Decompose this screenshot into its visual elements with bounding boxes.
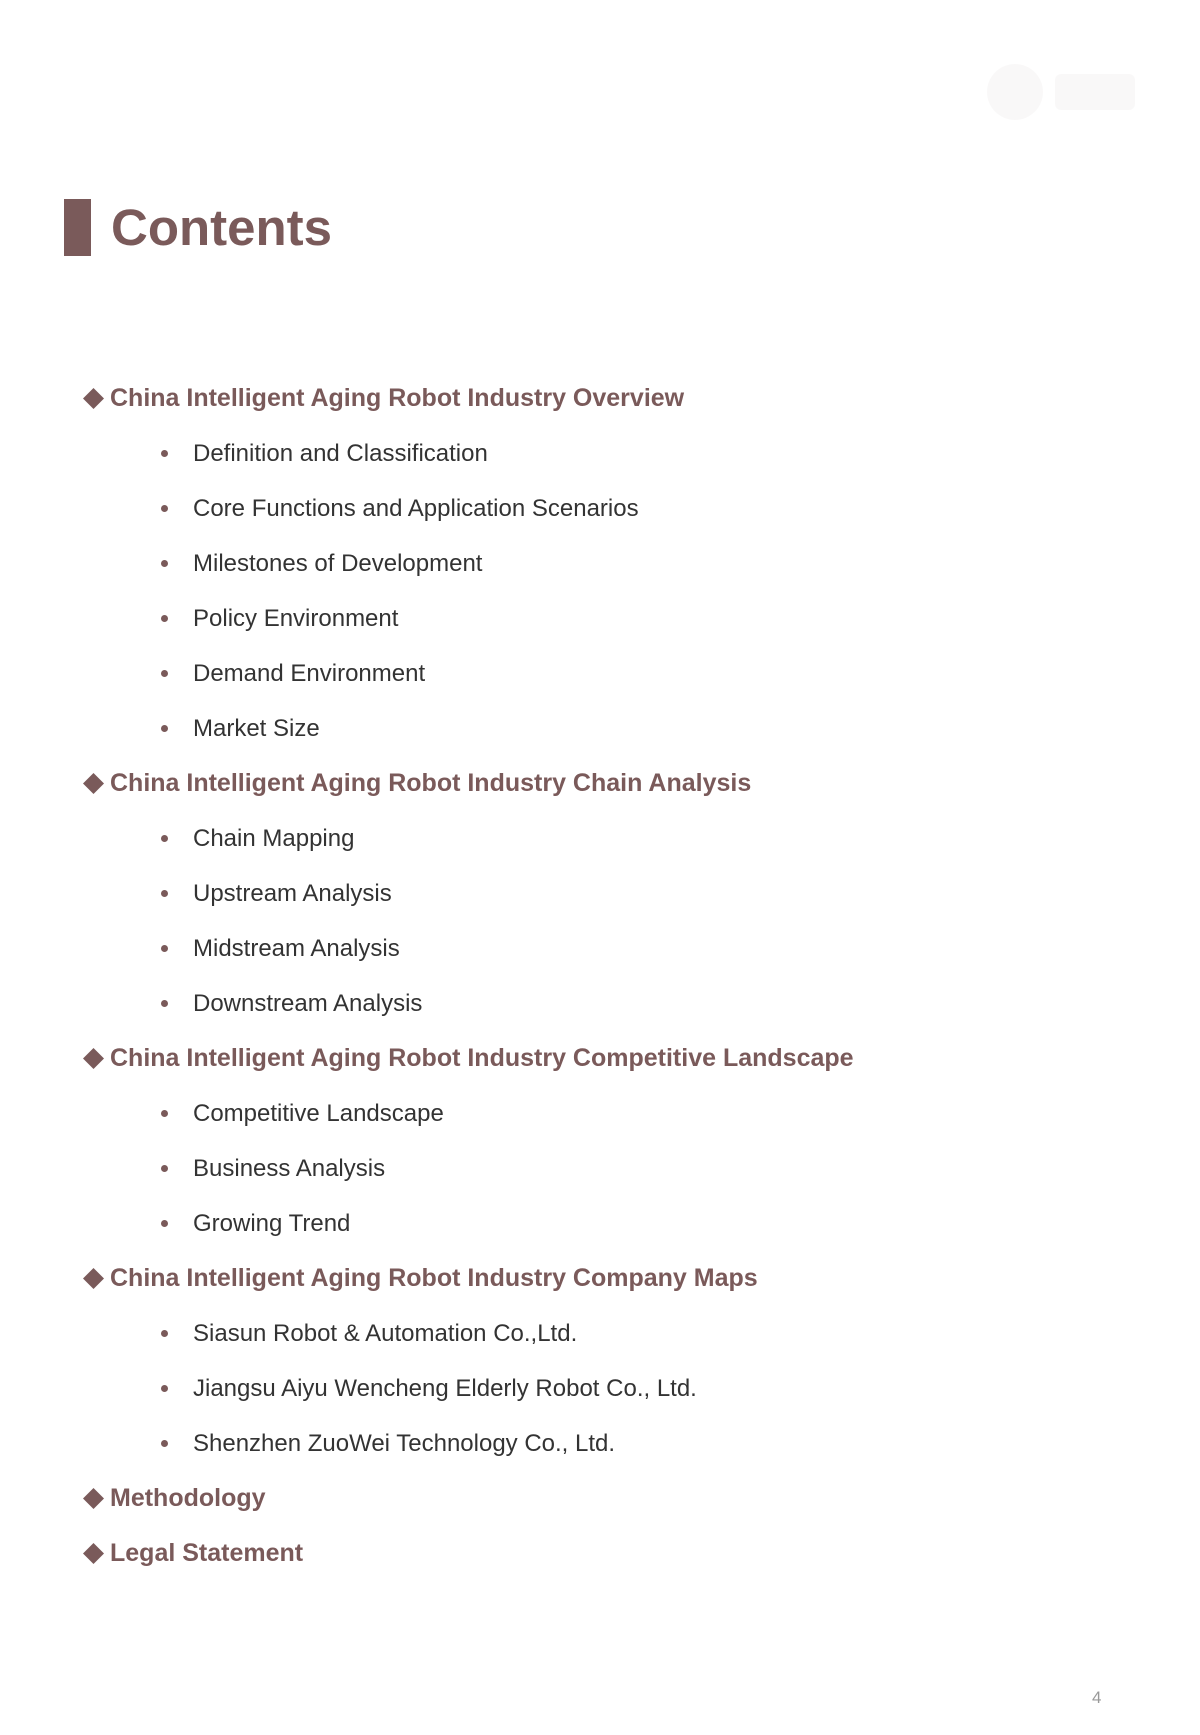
toc-item[interactable]	[83, 1306, 1123, 1361]
toc-item-label: Milestones of Development	[193, 549, 483, 577]
bullet-icon	[161, 560, 168, 567]
toc-item-list	[83, 1086, 1123, 1251]
title-accent-bar	[64, 199, 91, 256]
bullet-icon	[161, 1330, 168, 1337]
toc-section-title: Methodology	[110, 1484, 266, 1512]
toc-item-label: Definition and Classification	[193, 439, 488, 467]
toc-item[interactable]	[83, 426, 1123, 481]
toc-section-title: China Intelligent Aging Robot Industry Competitive Landscape	[110, 1044, 854, 1072]
diamond-icon	[83, 1543, 104, 1564]
toc-item[interactable]	[83, 921, 1123, 976]
bullet-icon	[161, 505, 168, 512]
toc-item[interactable]	[83, 591, 1123, 646]
toc-section	[83, 1251, 1123, 1471]
toc-item-label: Jiangsu Aiyu Wencheng Elderly Robot Co., Ltd.	[193, 1374, 697, 1402]
toc-item-label: Market Size	[193, 714, 320, 742]
diamond-icon	[83, 1048, 104, 1069]
toc-item-list	[83, 1306, 1123, 1471]
toc-item[interactable]	[83, 811, 1123, 866]
toc-section-heading[interactable]	[83, 371, 1123, 426]
toc-item-list	[83, 811, 1123, 1031]
bullet-icon	[161, 615, 168, 622]
bullet-icon	[161, 725, 168, 732]
toc-item-label: Shenzhen ZuoWei Technology Co., Ltd.	[193, 1429, 616, 1457]
toc-section-title: China Intelligent Aging Robot Industry Overview	[110, 384, 685, 412]
bullet-icon	[161, 835, 168, 842]
toc-section-heading[interactable]	[83, 1471, 1123, 1526]
toc-item[interactable]	[83, 1361, 1123, 1416]
toc-section	[83, 1526, 1123, 1581]
bullet-icon	[161, 1385, 168, 1392]
bullet-icon	[161, 670, 168, 677]
bullet-icon	[161, 945, 168, 952]
bullet-icon	[161, 1110, 168, 1117]
watermark-logo	[985, 62, 1145, 122]
bullet-icon	[161, 1165, 168, 1172]
diamond-icon	[83, 388, 104, 409]
toc-section-heading[interactable]	[83, 1526, 1123, 1581]
toc-item-label: Upstream Analysis	[193, 879, 392, 907]
toc-item-list	[83, 426, 1123, 756]
toc-section	[83, 756, 1123, 1031]
toc-item-label: Policy Environment	[193, 604, 399, 632]
toc-section-heading[interactable]	[83, 1251, 1123, 1306]
toc-item[interactable]	[83, 646, 1123, 701]
diamond-icon	[83, 773, 104, 794]
toc-section-heading[interactable]	[83, 1031, 1123, 1086]
bullet-icon	[161, 1440, 168, 1447]
toc-section	[83, 1031, 1123, 1251]
toc-section	[83, 1471, 1123, 1526]
toc-item[interactable]	[83, 1416, 1123, 1471]
toc-item[interactable]	[83, 701, 1123, 756]
toc-item[interactable]	[83, 976, 1123, 1031]
page-number: 4	[1092, 1688, 1102, 1707]
toc-item-label: Demand Environment	[193, 659, 426, 687]
diamond-icon	[83, 1488, 104, 1509]
page-title-block	[64, 199, 332, 256]
toc-item[interactable]	[83, 1196, 1123, 1251]
table-of-contents	[83, 371, 1123, 1581]
bullet-icon	[161, 1220, 168, 1227]
bullet-icon	[161, 450, 168, 457]
toc-section-title: China Intelligent Aging Robot Industry Chain Analysis	[110, 769, 752, 797]
toc-item-label: Growing Trend	[193, 1209, 351, 1237]
toc-item[interactable]	[83, 866, 1123, 921]
toc-section-heading[interactable]	[83, 756, 1123, 811]
toc-item[interactable]	[83, 1141, 1123, 1196]
toc-section-title: China Intelligent Aging Robot Industry Company Maps	[110, 1264, 758, 1292]
toc-section-title: Legal Statement	[110, 1539, 304, 1567]
toc-item[interactable]	[83, 536, 1123, 591]
diamond-icon	[83, 1268, 104, 1289]
toc-section	[83, 371, 1123, 756]
toc-item-label: Competitive Landscape	[193, 1099, 444, 1127]
toc-item[interactable]	[83, 1086, 1123, 1141]
toc-item-label: Siasun Robot & Automation Co.,Ltd.	[193, 1319, 578, 1347]
toc-item-label: Chain Mapping	[193, 824, 355, 852]
bullet-icon	[161, 890, 168, 897]
toc-item-label: Core Functions and Application Scenarios	[193, 494, 639, 522]
bullet-icon	[161, 1000, 168, 1007]
toc-item[interactable]	[83, 481, 1123, 536]
toc-item-label: Business Analysis	[193, 1154, 386, 1182]
page-title: Contents	[111, 199, 332, 256]
toc-item-label: Downstream Analysis	[193, 989, 423, 1017]
toc-item-label: Midstream Analysis	[193, 934, 400, 962]
